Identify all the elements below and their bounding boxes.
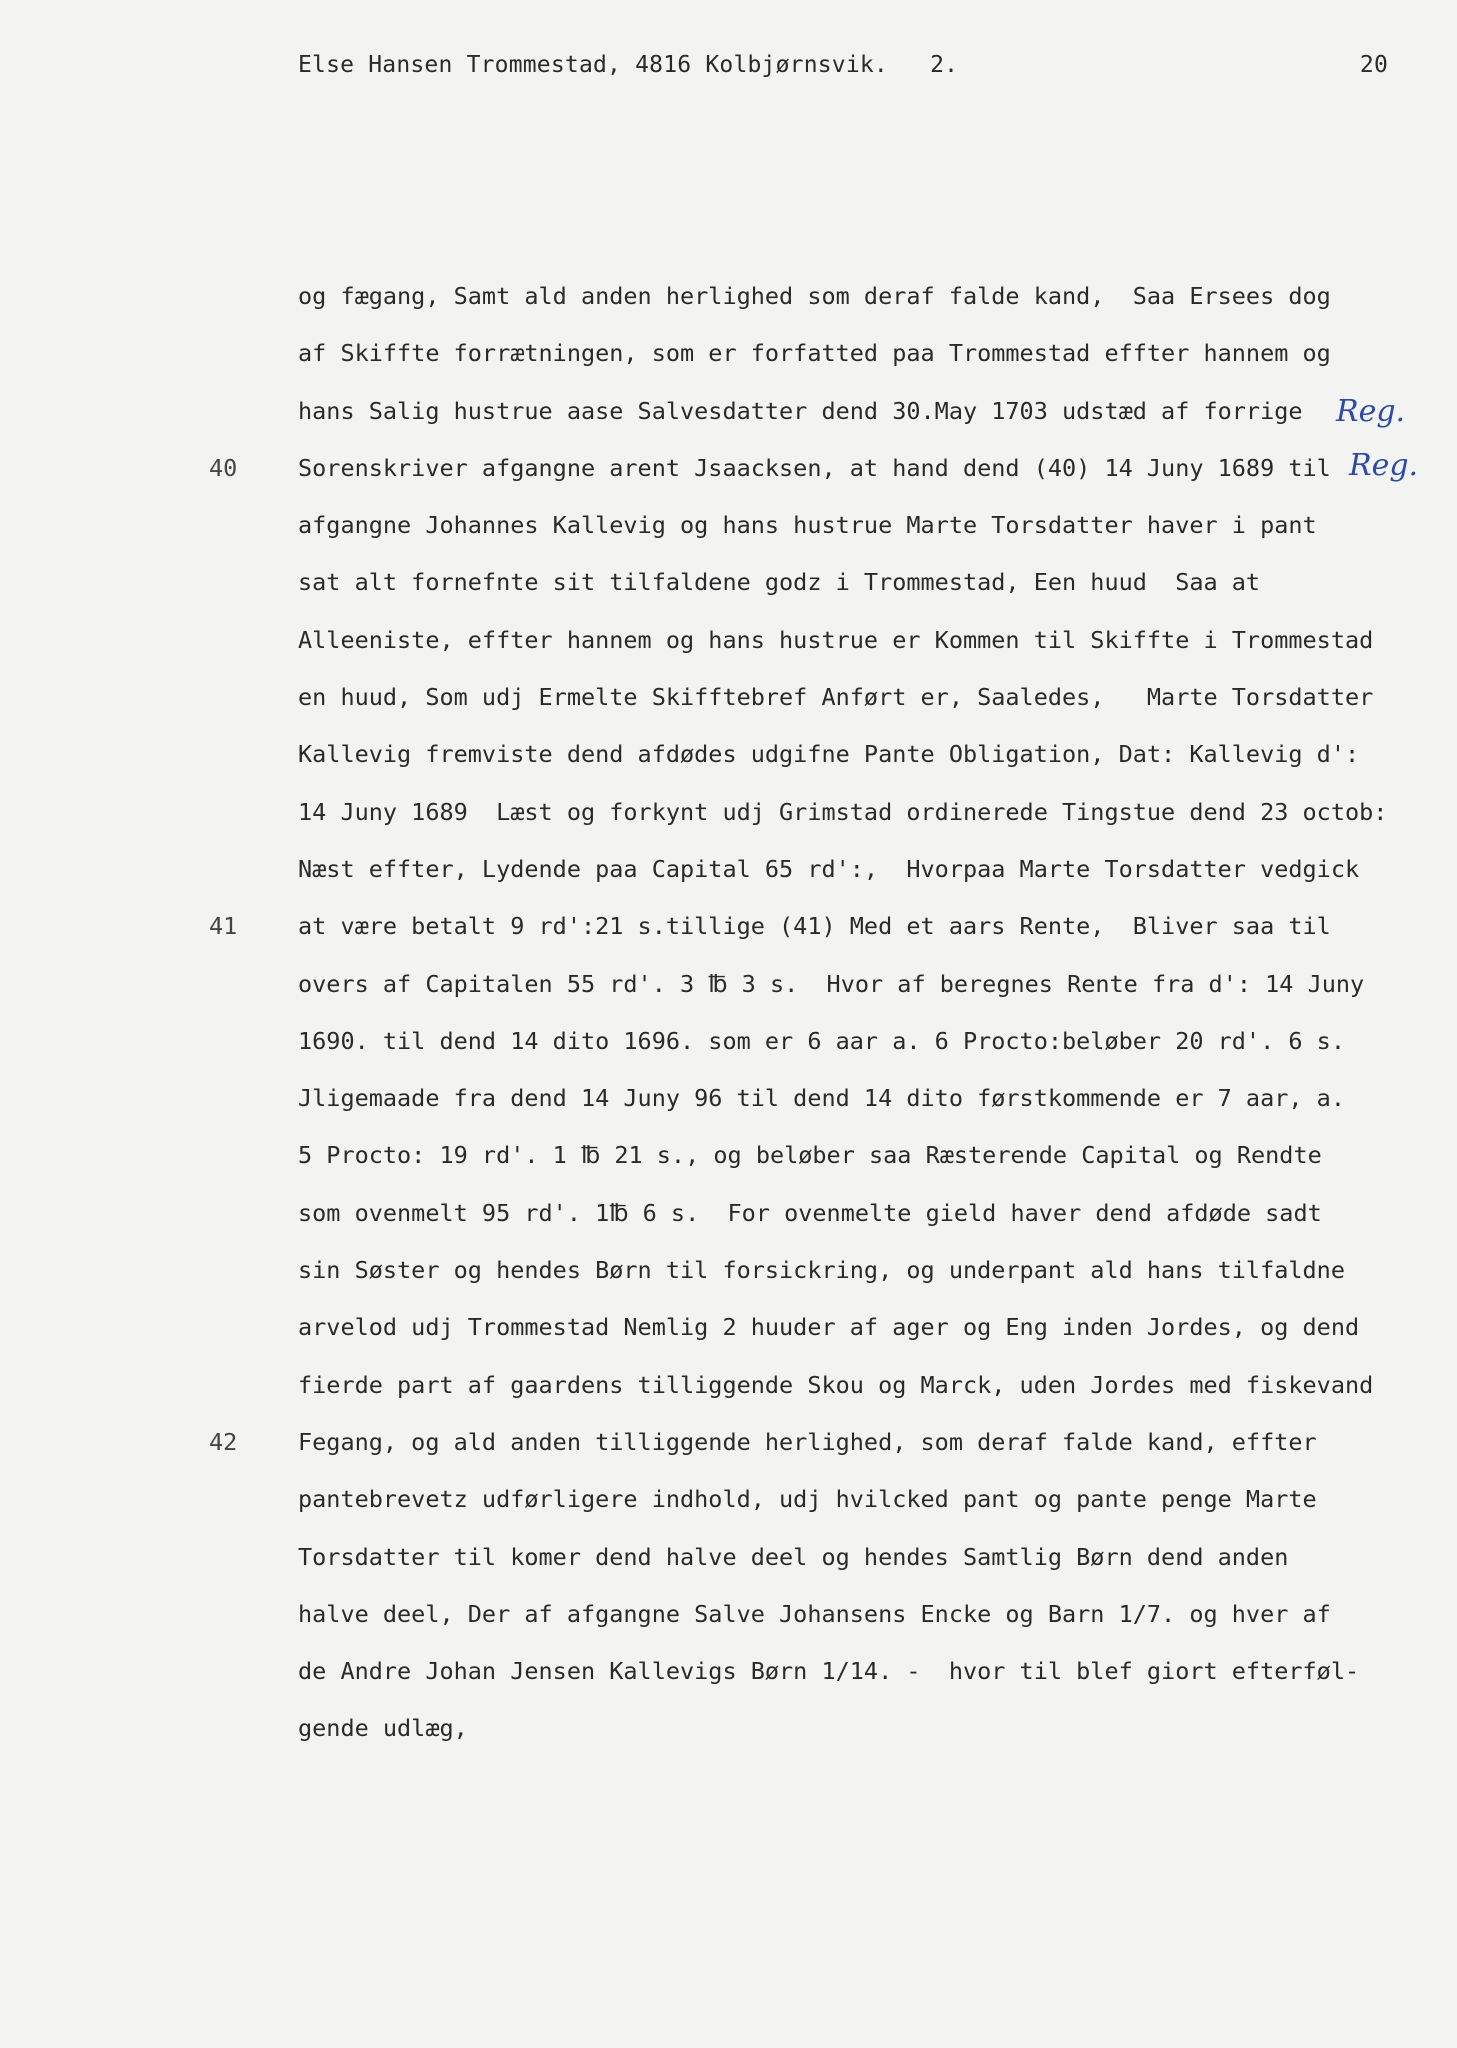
margin-number: 42 [209,1427,238,1456]
text-line [298,391,1418,448]
text-line [298,1307,1418,1364]
text-line [298,1250,1418,1307]
header-title: Else Hansen Trommestad, 4816 Kolbjørnsvik. 2. [298,52,959,78]
line-text: Torsdatter til komer dend halve deel og hendes Samtlig Børn dend anden [298,1542,1289,1571]
line-text: 5 Procto: 19 rd'. 1 ℔ 21 s., og beløber saa Ræsterende Capital og Rendte [298,1141,1322,1170]
line-text: fierde part af gaardens tilliggende Skou og Marck, uden Jordes med fiskevand [298,1370,1374,1399]
line-text: at være betalt 9 rd':21 s.tillige (41) Med et aars Rente, Bliver saa til [298,912,1331,941]
line-text: Næst effter, Lydende paa Capital 65 rd':, Hvorpaa Marte Torsdatter vedgick [298,854,1360,883]
text-line [298,1135,1418,1192]
text-line [298,1594,1418,1651]
line-text: Kallevig fremviste dend afdødes udgifne Pante Obligation, Dat: Kallevig d': [298,740,1360,769]
text-line [298,849,1418,906]
text-line [298,562,1418,619]
line-text: Fegang, og ald anden tilliggende herlighed, som deraf falde kand, effter [298,1427,1317,1456]
text-line [298,1479,1418,1536]
text-line [209,448,1418,505]
text-line [298,1365,1418,1422]
text-line [298,1537,1418,1594]
line-text: 14 Juny 1689 Læst og forkynt udj Grimstad ordinerede Tingstue dend 23 octob: [298,797,1388,826]
text-line [298,1651,1418,1708]
handwritten-annotation: Reg. [1336,394,1406,429]
margin-number: 40 [209,453,238,482]
text-line [298,505,1418,562]
line-text: Sorenskriver afgangne arent Jsaacksen, at hand dend (40) 14 Juny 1689 til [298,453,1331,482]
text-line [298,333,1418,390]
text-line [298,1078,1418,1135]
margin-number: 41 [209,912,238,941]
text-line [298,964,1418,1021]
line-text: halve deel, Der af afgangne Salve Johansens Encke og Barn 1/7. og hver af [298,1599,1331,1628]
text-line [298,1021,1418,1078]
text-line [298,620,1418,677]
line-text: pantebrevetz udførligere indhold, udj hvilcked pant og pante penge Marte [298,1485,1317,1514]
line-text: overs af Capitalen 55 rd'. 3 ℔ 3 s. Hvor af beregnes Rente fra d': 14 Juny [298,969,1365,998]
line-text: af Skiffte forrætningen, som er forfatted paa Trommestad effter hannem og [298,339,1331,368]
line-text: og fægang, Samt ald anden herlighed som deraf falde kand, Saa Ersees dog [298,282,1331,310]
text-line [298,734,1418,791]
line-text: arvelod udj Trommestad Nemlig 2 huuder af ager og Eng inden Jordes, og dend [298,1313,1360,1342]
line-text: sat alt fornefnte sit tilfaldene godz i Trommestad, Een huud Saa at [298,568,1261,597]
line-text: Jligemaade fra dend 14 Juny 96 til dend 14 dito førstkommende er 7 aar, a. [298,1084,1345,1113]
text-line [298,1708,1418,1765]
line-text: gende udlæg, [298,1714,468,1743]
line-text: 1690. til dend 14 dito 1696. som er 6 aar a. 6 Procto:beløber 20 rd'. 6 s. [298,1026,1345,1055]
text-line [298,677,1418,734]
line-text: en huud, Som udj Ermelte Skifftebref Anført er, Saaledes, Marte Torsdatter [298,683,1374,712]
page-number: 20 [1359,52,1388,78]
text-line [298,276,1418,333]
transcription-body [209,276,1418,1766]
text-line [298,1193,1418,1250]
line-text: hans Salig hustrue aase Salvesdatter dend 30.May 1703 udstæd af forrige [298,396,1303,425]
line-text: sin Søster og hendes Børn til forsickring, og underpant ald hans tilfaldne [298,1256,1345,1285]
text-line [209,906,1418,963]
handwritten-annotation: Reg. [1349,448,1419,483]
text-line [298,792,1418,849]
line-text: afgangne Johannes Kallevig og hans hustrue Marte Torsdatter haver i pant [298,511,1317,540]
line-text: som ovenmelt 95 rd'. 1℔ 6 s. For ovenmelte gield haver dend afdøde sadt [298,1198,1322,1227]
line-text: de Andre Johan Jensen Kallevigs Børn 1/14. - hvor til blef giort efterføl- [298,1657,1360,1686]
page-header [298,52,1388,92]
line-text: Alleeniste, effter hannem og hans hustrue er Kommen til Skiffte i Trommestad [298,625,1374,654]
text-line [209,1422,1418,1479]
